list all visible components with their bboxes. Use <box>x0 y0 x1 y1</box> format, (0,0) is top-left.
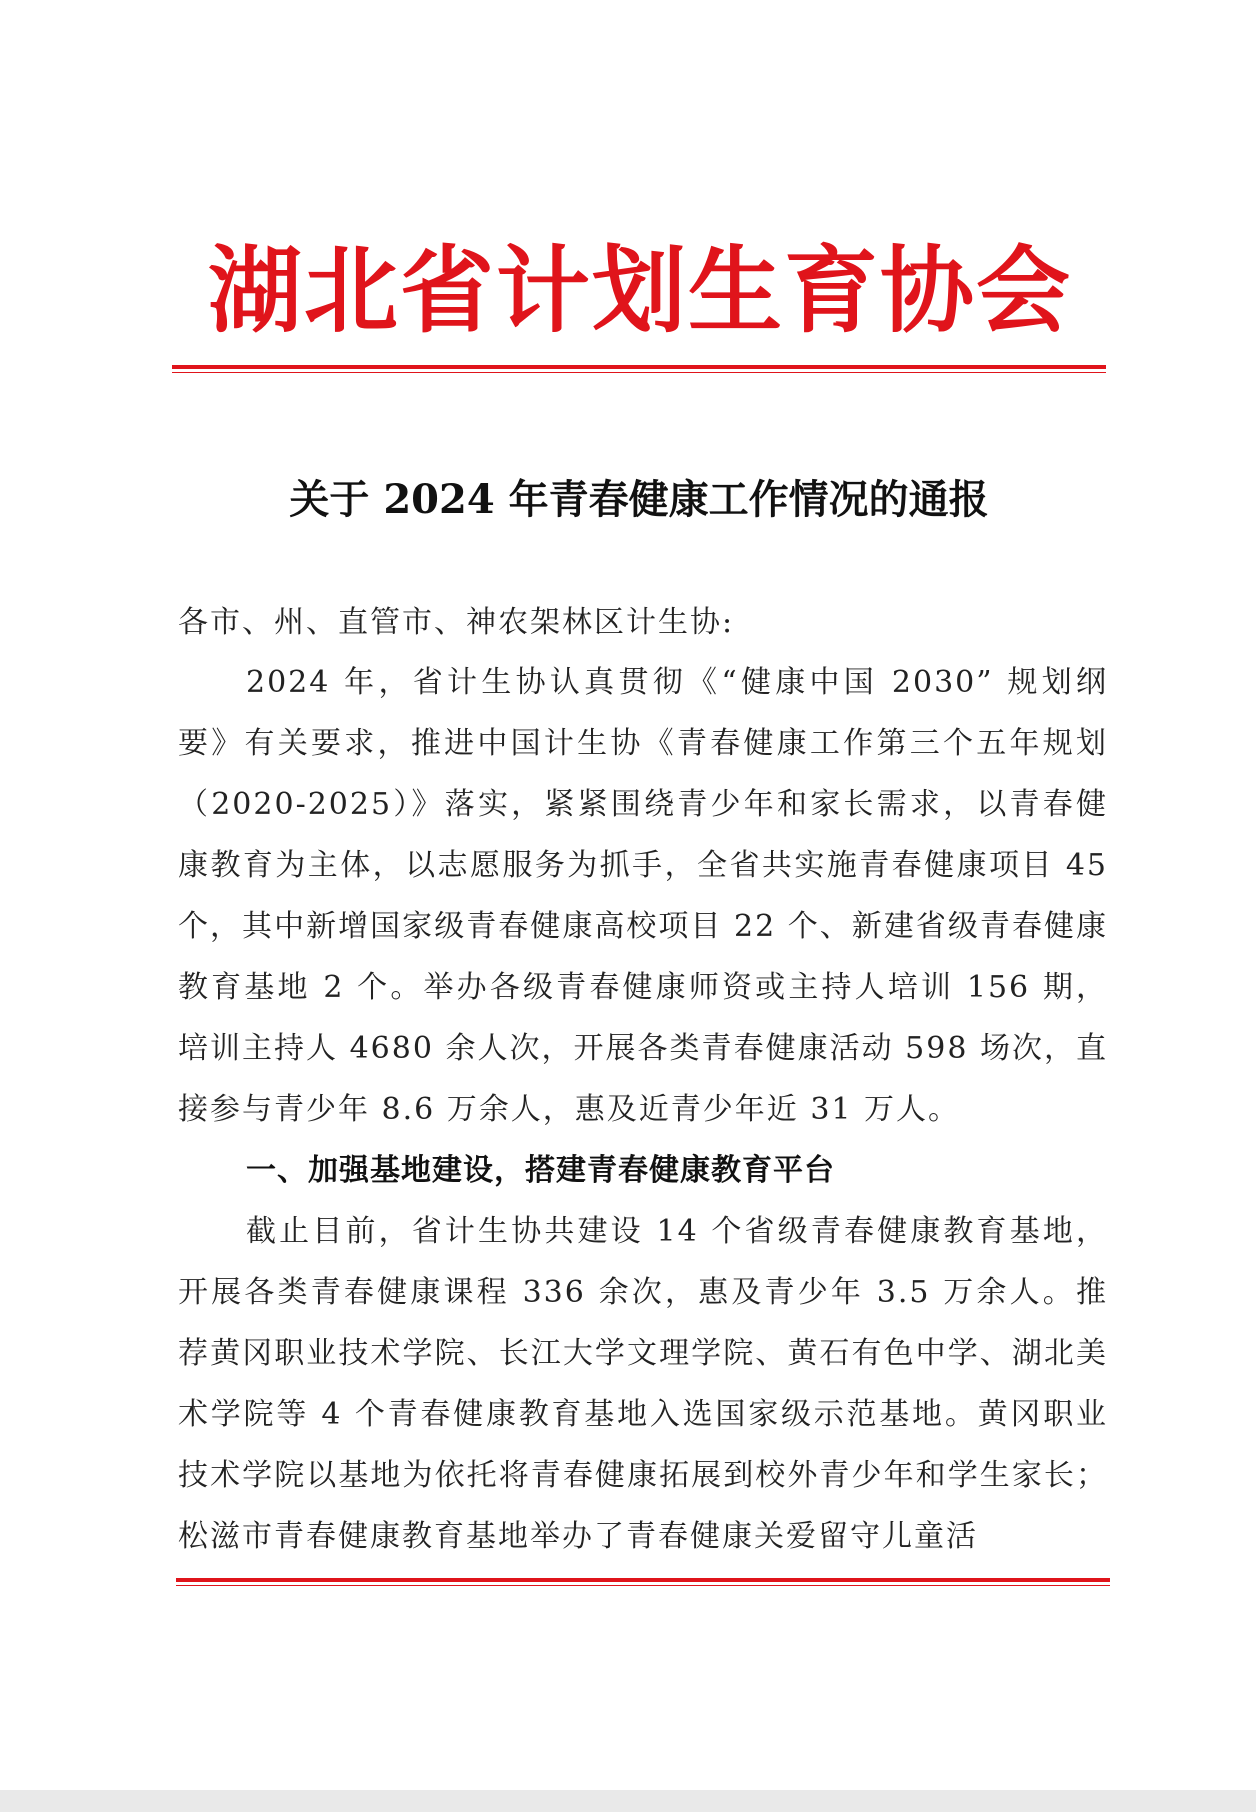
body-paragraph-2: 截止目前，省计生协共建设 14 个省级青春健康教育基地，开展各类青春健康课程 336 余次，惠及青少年 3.5 万余人。推荐黄冈职业技术学院、长江大学文理学院、黄石有色中学、湖北美术学院等 4 个青春健康教育基地入选国家级示范基地。黄冈职业技术学院以基地为依托将青春健康拓展到校外青少年和学生家长；松滋市青春健康教育基地举办了青春健康关爱留守儿童活 <box>178 1214 1108 1554</box>
document-title: 关于 2024 年青春健康工作情况的通报 <box>289 476 989 523</box>
letterhead-title: 湖北省计划生育协会 <box>207 237 1072 346</box>
letterhead-rule <box>172 365 1106 369</box>
footer-rule <box>176 1578 1110 1582</box>
letterhead-rule-thin <box>172 372 1106 373</box>
page-bottom-edge <box>0 1790 1256 1812</box>
section-heading-1: 一、加强基地建设，搭建青春健康教育平台 <box>246 1153 835 1188</box>
footer-rule-thin <box>176 1585 1110 1586</box>
body-paragraph-1: 2024 年，省计生协认真贯彻《“健康中国 2030” 规划纲要》有关要求，推进中国计生协《青春健康工作第三个五年规划（2020-2025）》落实，紧紧围绕青少年和家长需求，以青春健康教育为主体，以志愿服务为抓手，全省共实施青春健康项目 45 个，其中新增国家级青春健康高校项目 22 个、新建省级青春健康教育基地 2 个。举办各级青春健康师资或主持人培训 156 期，培训主持人 4680 余人次，开展各类青春健康活动 598 场次，直接参与青少年 8.6 万余人，惠及近青少年近 31 万人。 <box>178 665 1108 1127</box>
salutation: 各市、州、直管市、神农架林区计生协: <box>178 605 735 640</box>
